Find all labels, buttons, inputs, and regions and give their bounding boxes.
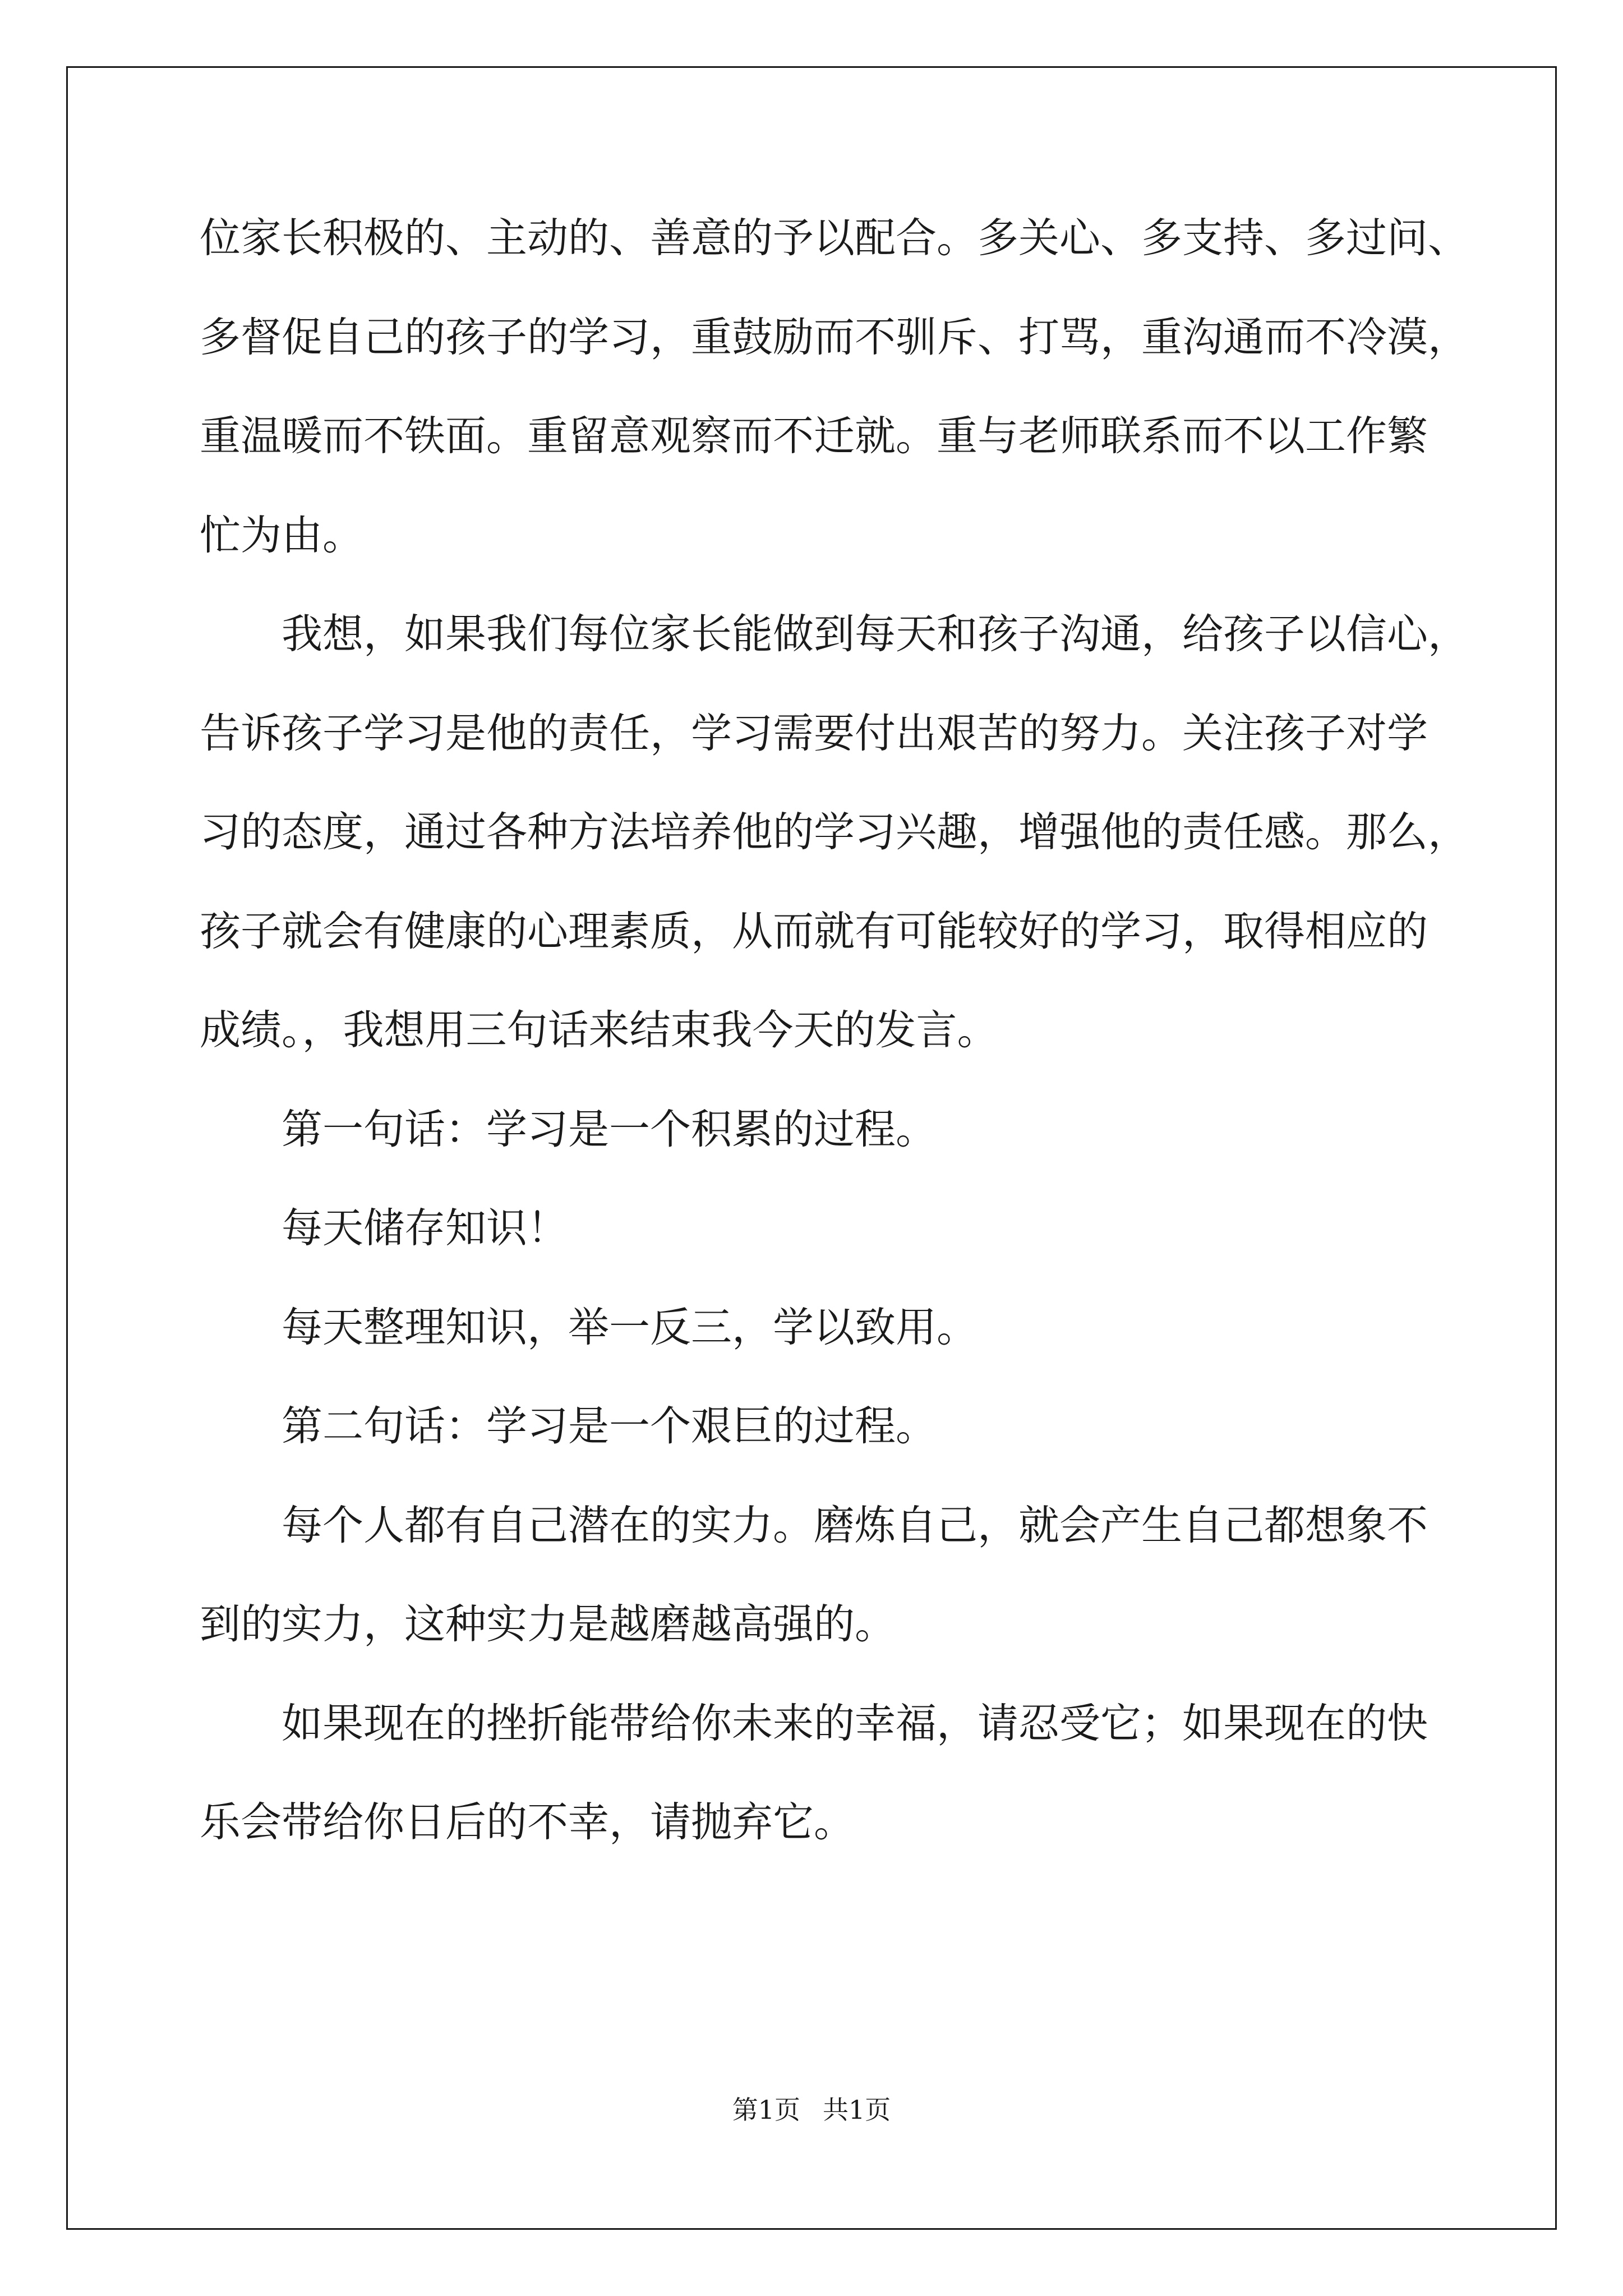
text-line: 乐会带给你日后的不幸，请抛弃它。 (200, 1798, 855, 1846)
text-line: 如果现在的挫折能带给你未来的幸福，请忍受它；如果现在的快 (282, 1699, 1428, 1747)
text-line: 第一句话：学习是一个积累的过程。 (282, 1105, 937, 1153)
text-line: 告诉孩子学习是他的责任，学习需要付出艰苦的努力。关注孩子对学 (200, 709, 1428, 757)
text-line: 到的实力，这种实力是越磨越高强的。 (200, 1600, 896, 1648)
text-line: 重温暖而不铁面。重留意观察而不迁就。重与老师联系而不以工作繁 (200, 412, 1428, 460)
text-line: 多督促自己的孩子的学习，重鼓励而不驯斥、打骂，重沟通而不冷漠， (200, 313, 1469, 361)
text-line: 孩子就会有健康的心理素质，从而就有可能较好的学习，取得相应的 (200, 907, 1428, 955)
text-line: 习的态度，通过各种方法培养他的学习兴趣，增强他的责任感。那么， (200, 808, 1469, 856)
text-line: 忙为由。 (200, 511, 363, 559)
document-body (200, 208, 1469, 1891)
text-line: 第二句话：学习是一个艰巨的过程。 (282, 1402, 937, 1450)
page-total: 共1页 (823, 2095, 891, 2125)
text-line: 我想，如果我们每位家长能做到每天和孩子沟通，给孩子以信心， (282, 610, 1469, 658)
text-line: 位家长积极的、主动的、善意的予以配合。多关心、多支持、多过问、 (200, 214, 1469, 262)
text-line: 每天储存知识！ (282, 1204, 568, 1252)
text-line: 成绩。，我想用三句话来结束我今天的发言。 (200, 1006, 998, 1054)
page-footer (0, 2090, 1623, 2127)
text-line: 每天整理知识，举一反三，学以致用。 (282, 1303, 978, 1351)
text-line: 每个人都有自己潜在的实力。磨炼自己，就会产生自己都想象不 (282, 1501, 1428, 1549)
page-number: 第1页 (732, 2095, 800, 2125)
